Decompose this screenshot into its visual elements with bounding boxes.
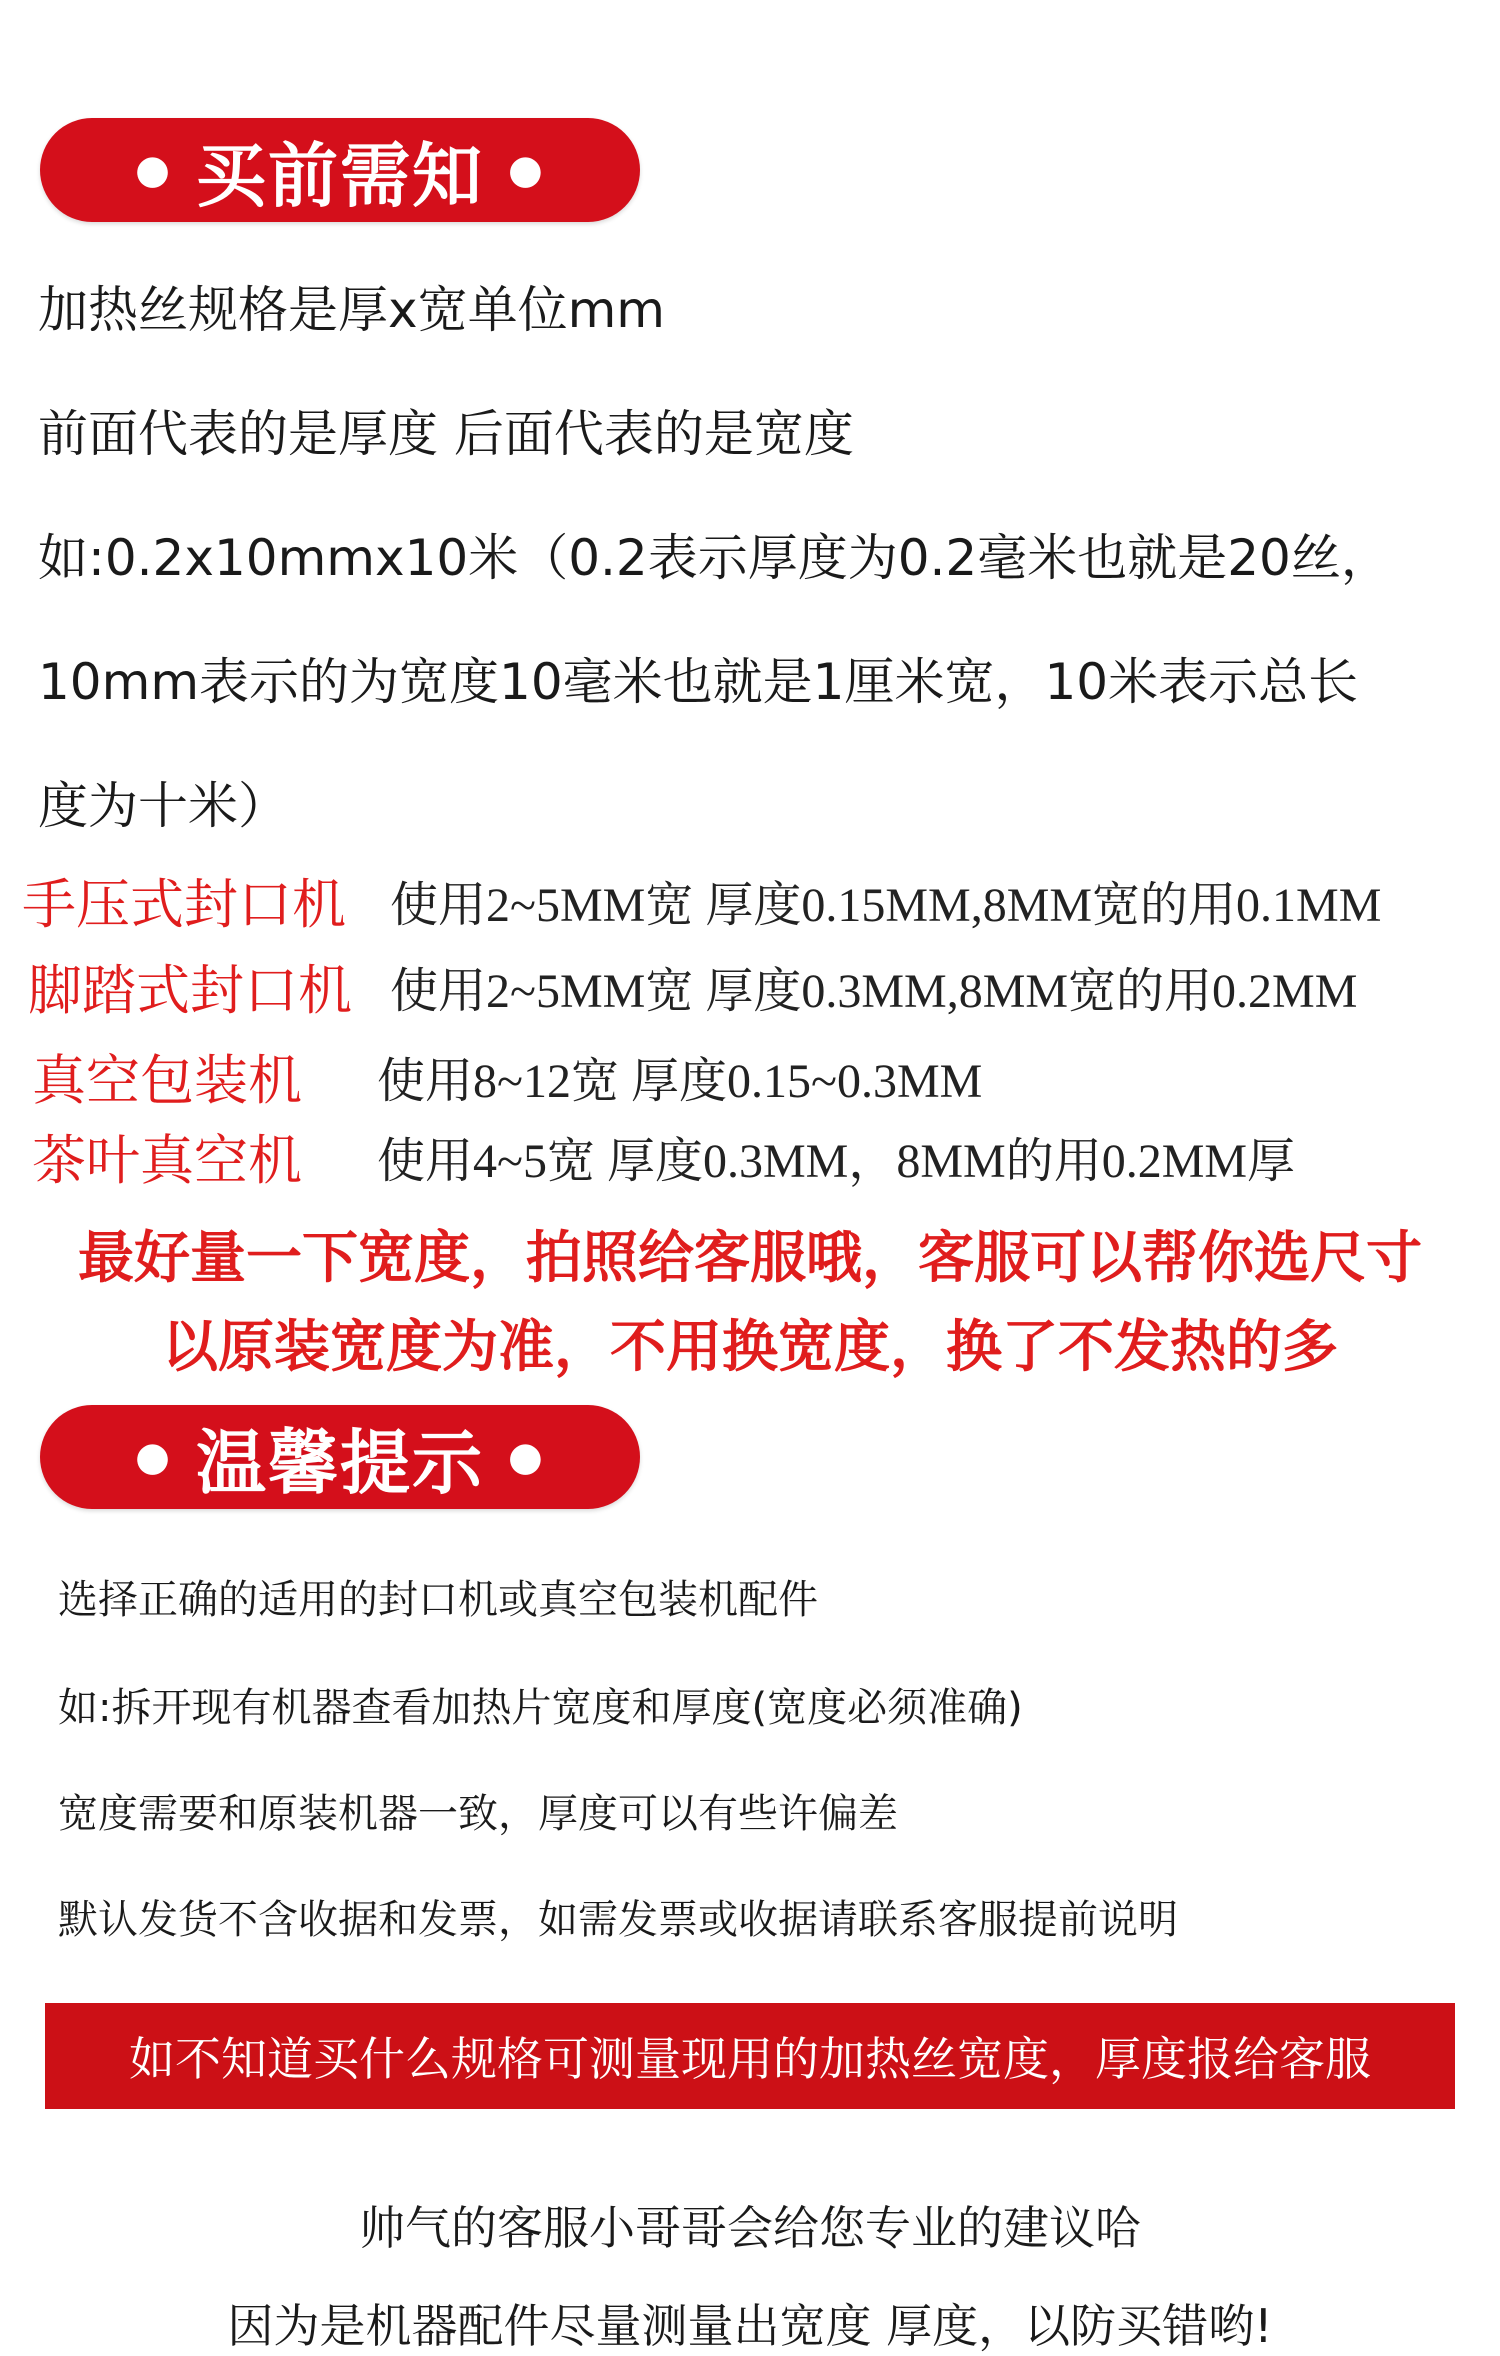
section-title: 买前需知 [196,134,484,217]
tip-line: 选择正确的适用的封口机或真空包装机配件 [58,1577,818,1623]
footer-line: 帅气的客服小哥哥会给您专业的建议哈 [359,2201,1141,2255]
machine-type: 手压式封口机 [22,873,346,936]
intro-line: 如:0.2x10mmx10米（0.2表示厚度为0.2毫米也就是20丝， [38,529,1391,587]
section-header-tips [40,1405,640,1509]
tip-line: 如:拆开现有机器查看加热片宽度和厚度(宽度必须准确) [58,1685,1023,1731]
red-note: 以原装宽度为准，不用换宽度，换了不发热的多 [162,1314,1338,1380]
bullet-dot-icon: ● [508,1434,545,1480]
red-note: 最好量一下宽度，拍照给客服哦，客服可以帮你选尺寸 [78,1225,1422,1291]
tip-line: 默认发货不含收据和发票，如需发票或收据请联系客服提前说明 [58,1897,1178,1943]
machine-type: 茶叶真空机 [32,1129,302,1192]
intro-line: 度为十米） [38,777,288,835]
info-banner: 如不知道买什么规格可测量现用的加热丝宽度，厚度报给客服 [45,2003,1455,2109]
footer-line: 因为是机器配件尽量测量出宽度 厚度，以防买错哟! [227,2299,1273,2353]
intro-line: 加热丝规格是厚x宽单位mm [38,281,666,339]
machine-spec: 使用2~5MM宽 厚度0.3MM,8MM宽的用0.2MM [390,965,1358,1018]
intro-line: 10mm表示的为宽度10毫米也就是1厘米宽，10米表示总长 [38,653,1359,711]
machine-type: 真空包装机 [32,1049,302,1112]
section-header-notice [40,118,640,222]
tip-line: 宽度需要和原装机器一致，厚度可以有些许偏差 [58,1791,898,1837]
bullet-dot-icon: ● [135,1434,172,1480]
section-title: 温馨提示 [196,1421,484,1504]
machine-type: 脚踏式封口机 [28,959,352,1022]
intro-line: 前面代表的是厚度 后面代表的是宽度 [38,405,854,463]
machine-spec: 使用2~5MM宽 厚度0.15MM,8MM宽的用0.1MM [390,879,1382,932]
bullet-dot-icon: ● [135,147,172,193]
machine-spec: 使用4~5宽 厚度0.3MM，8MM的用0.2MM厚 [377,1135,1296,1188]
bullet-dot-icon: ● [508,147,545,193]
machine-spec: 使用8~12宽 厚度0.15~0.3MM [377,1055,983,1108]
